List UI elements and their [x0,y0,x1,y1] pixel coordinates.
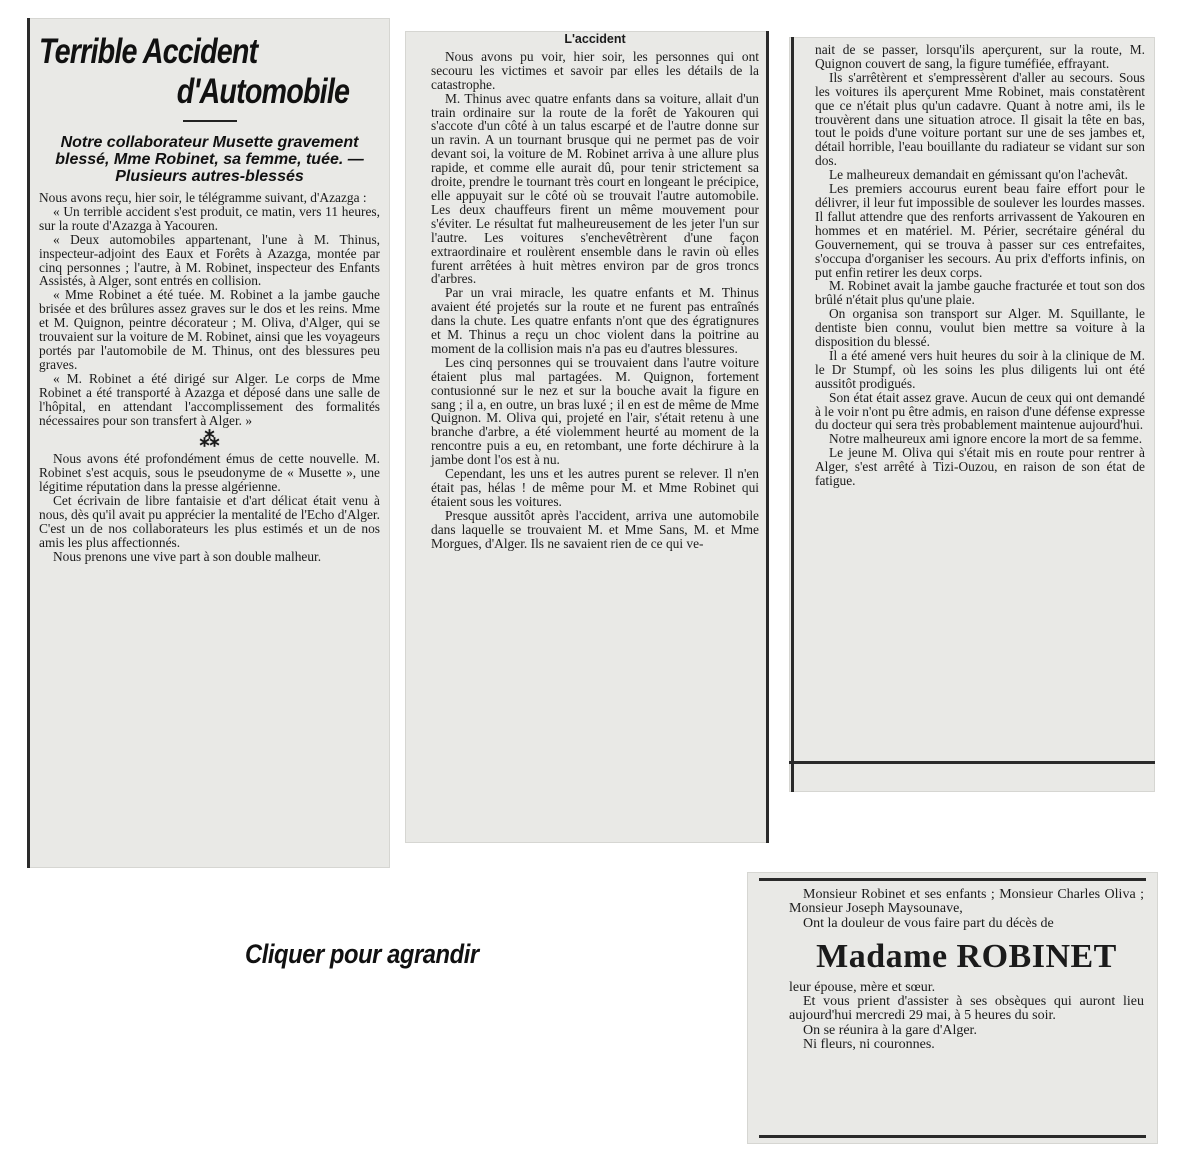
paragraph: Par un vrai miracle, les quatre enfants et M. Thinus avaient été projetés sur la route et ne furent pas entraînés dans la chute. Les quatre enfants n'ont que des égratignures et M. Thinus a reçu un choc violent dans la poitrine au moment de la collision mais n'a pas eu d'autres blessures. [431,285,759,356]
paragraph: « Mme Robinet a été tuée. M. Robinet a la jambe gauche brisée et des brûlures assez graves sur le dos et les reins. Mme et M. Quignon, peintre décorateur ; M. Oliva, d'Alger, qui se trouvaient sur la voiture de M. Robinet, ainsi que les voyageurs portés par l'automobile de M. Thinus, ont des blessures peu graves. [39,287,380,372]
column-rule [791,37,794,792]
paragraph: Nous avons pu voir, hier soir, les personnes qui ont secouru les victimes et savoir par elles les détails de la catastrophe. [431,48,759,92]
article-clipping-left[interactable] [27,18,390,868]
paragraph: Nous avons été profondément émus de cette nouvelle. M. Robinet s'est acquis, sous le pseudonyme de « Musette », une légitime réputation dans la presse algérienne. [39,451,380,495]
notice-line: On se réunira à la gare d'Alger. [803,1022,977,1038]
paragraph: « Un terrible accident s'est produit, ce matin, vers 11 heures, sur la route d'Azazga à Yacouren. [39,203,380,233]
paragraph: Cependant, les uns et les autres purent se relever. Il n'en était pas, hélas ! de même pour M. et Mme Robinet qui étaient sous les voitures. [431,466,759,509]
section-title: L'accident [564,32,626,46]
paragraph: Les cinq personnes qui se trouvaient dans l'autre voiture étaient plus mal partagées. M. Quignon, fortement contusionné sur le nez et sur la bouche avait la figure en sang ; il a, en outre, un bras luxé ; il en est de même de Mme Quignon. M. Oliva qui, projeté en l'air, s'était retenu à une branche d'arbre, a été violemment heurté au moment de la rencontre puis a eu, en retombant, une forte déchirure à la jambe dont l'os est à nu. [431,354,759,468]
paragraph: Notre malheureux ami ignore encore la mort de sa femme. [829,431,1143,447]
article-clipping-right[interactable] [789,37,1155,792]
notice-line: Et vous prient d'assister à ses obsèques qui auront lieu aujourd'hui mercredi 29 mai, à 5 heures du soir. [789,994,1144,1024]
paragraph: Il a été amené vers huit heures du soir à la clinique de M. le Dr Stumpf, où les soins les plus diligents lui ont été aussitôt prodigués. [815,347,1145,391]
deceased-name: Madame ROBINET [816,937,1117,975]
paragraph: Les premiers accourus eurent beau faire effort pour le délivrer, il leur fut impossible de soulever les lourdes masses. Il fallut attendre que des renforts arrivassent de Yakouren en hommes et en matériel. M. Périer, secrétaire général du Gouvernement, qui se trouva à passer sur ces entrefaites, s'occupa d'organiser les secours. Au prix d'efforts infinis, on put enfin retirer les deux corps. [815,181,1145,280]
paragraph: Le jeune M. Oliva qui s'était mis en route pour rentrer à Alger, s'est arrêté à Tizi-Ouzou, en raison de son état de fatigue. [815,445,1145,489]
paragraph: Presque aussitôt après l'accident, arriva une automobile dans laquelle se trouvaient M. et Mme Sans, M. et Mme Morgues, d'Alger. Ils ne savaient rien de ce qui ve- [431,507,759,551]
notice-intro: Monsieur Robinet et ses enfants ; Monsieur Charles Oliva ; Monsieur Joseph Maysounave, [789,887,1144,917]
asterism-separator: ⁂ [199,429,220,452]
article-headline [39,32,350,112]
article-clipping-middle[interactable] [405,31,769,843]
paragraph: Nous prenons une vive part à son double malheur. [53,548,322,564]
notice-line: Ont la douleur de vous faire part du décès de [803,915,1054,931]
headline-line1: Terrible Accident [39,32,258,71]
column-rule [766,31,769,843]
paragraph: Nous avons reçu, hier soir, le télégramme suivant, d'Azazga : [39,190,367,205]
article-subhead: Notre collaborateur Musette gravement blessé, Mme Robinet, sa femme, tuée. —Plusieurs autres-blessés [55,134,364,185]
headline-divider [183,120,237,122]
paragraph: nait de se passer, lorsqu'ils aperçurent, sur la route, M. Quignon couvert de sang, la figure tuméfiée, effrayant. [815,42,1145,71]
paragraph: M. Thinus avec quatre enfants dans sa voiture, allait d'un train ordinaire sur la route de la forêt de Yakouren qui s'accote d'un côté à un talus escarpé et de l'autre donne sur un ravin. A un tournant brusque qui ne permet pas de voir devant soi, la voiture de M. Robinet arriva à une allure plus rapide, et comme elle aurait dû, pour tenir strictement sa droite, prendre le tournant très court en longeant le précipice, elle appuyait sur le côté où se trouvait l'autre automobile. Les deux chauffeurs firent un même mouvement pour s'éviter. Le résultat fut malheureusement de les jeter l'un sur l'autre. Les voitures s'enchevêtrèrent d'une façon extraordinaire et roulèrent ensemble dans le ravin où elles furent arrêtées à huit mètres environ par de gros troncs d'arbres. [431,90,759,287]
headline-line2: d'Automobile [176,72,350,111]
paragraph: On organisa son transport sur Alger. M. Squillante, le dentiste bien connu, voulut bien mettre sa voiture à la disposition du blessé. [815,306,1145,350]
death-notice-clipping[interactable] [747,872,1158,1144]
paragraph: M. Robinet avait la jambe gauche fracturée et tout son dos brûlé n'était plus qu'une plaie. [815,278,1145,308]
end-rule [789,761,1155,764]
enlarge-caption-link[interactable]: Cliquer pour agrandir [245,939,479,969]
paragraph: « M. Robinet a été dirigé sur Alger. Le corps de Mme Robinet a été transporté à Azazga et déposé dans une salle de l'hôpital, en attendant l'accomplissement des formalités nécessaires pour son transfert à Alger. » [39,370,380,428]
paragraph: Son état était assez grave. Aucun de ceux qui ont demandé à le voir n'ont pu être admis, en raison d'une défense expresse du docteur qui sera très probablement maintenue aujourd'hui. [815,389,1145,433]
notice-top-rule [759,878,1146,881]
notice-line: Ni fleurs, ni couronnes. [803,1037,935,1053]
paragraph: Cet écrivain de libre fantaisie et d'art délicat était venu à nous, dès qu'il avait pu apprécier la mentalité de l'Echo d'Alger. C'est un de nos collaborateurs les plus estimés et un de nos amis les plus affectionnés. [39,493,380,550]
paragraph: « Deux automobiles appartenant, l'une à M. Thinus, inspecteur-adjoint des Eaux et Forêts à Azazga, montée par cinq personnes ; l'autre, à M. Robinet, inspecteur des Enfants Assistés, à Alger, sont entrés en collision. [39,231,380,289]
column-rule [27,18,30,868]
paragraph: Le malheureux demandait en gémissant qu'on l'achevât. [829,167,1128,183]
notice-bottom-rule [759,1135,1146,1138]
paragraph: Ils s'arrêtèrent et s'empressèrent d'aller au secours. Sous les voitures ils aperçurent Mme Robinet, mais constatèrent que ce n'était plus qu'un cadavre. Quant à notre ami, ils le trouvèrent dans une situation atroce. Il gisait la tête en bas, tout le poids d'une voiture portant sur une de ses jambes et, détail horrible, l'eau bouillante du radiateur se vidant sur son dos. [815,69,1145,169]
notice-line: leur épouse, mère et sœur. [789,979,936,995]
